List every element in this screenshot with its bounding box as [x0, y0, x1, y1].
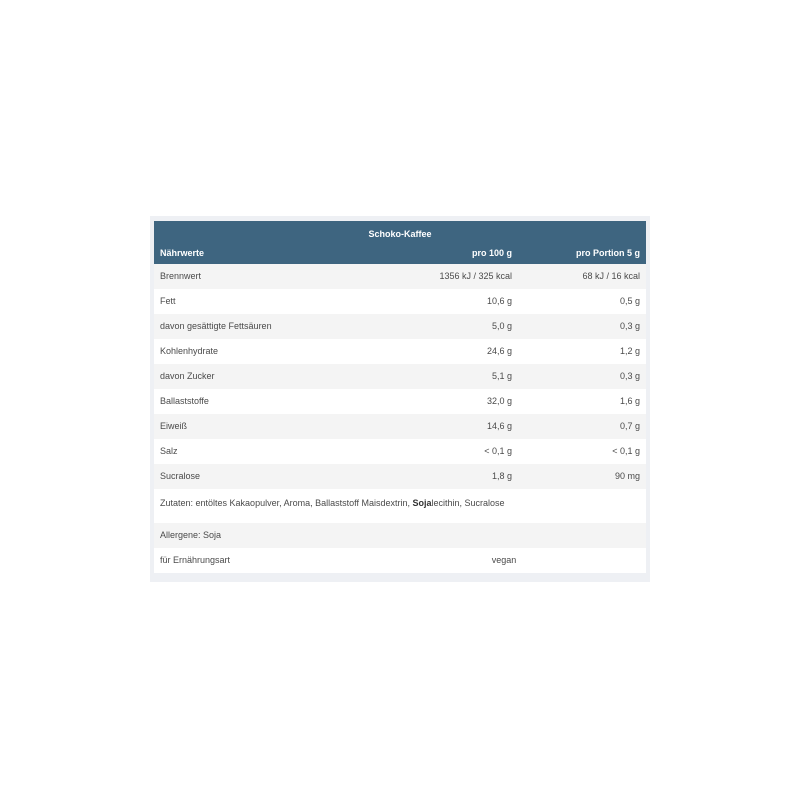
row-per100: 1,8 g [491, 471, 512, 481]
row-per100: 24,6 g [486, 346, 512, 356]
row-label: Salz [160, 446, 178, 456]
table-row [154, 289, 646, 314]
table-header [154, 221, 646, 264]
row-per100: 14,6 g [486, 421, 512, 431]
header-per-portion: pro Portion 5 g [576, 248, 640, 258]
diet-label: für Ernährungsart [160, 555, 231, 565]
row-per100: 32,0 g [486, 396, 512, 406]
table-row [154, 314, 646, 339]
row-per-portion: 68 kJ / 16 kcal [582, 271, 640, 281]
row-label: Brennwert [160, 271, 202, 281]
table-row [154, 264, 646, 289]
row-per100: 5,1 g [491, 371, 512, 381]
row-label: davon gesättigte Fettsäuren [160, 321, 272, 331]
header-label: Nährwerte [160, 248, 205, 258]
row-per-portion: 0,7 g [619, 421, 640, 431]
row-per-portion: 0,5 g [619, 296, 640, 306]
table-row [154, 339, 646, 364]
table-row [154, 464, 646, 489]
row-per100: 5,0 g [491, 321, 512, 331]
diet-row [154, 548, 646, 573]
column-headers [154, 248, 646, 260]
row-per100: < 0,1 g [484, 446, 512, 456]
row-label: davon Zucker [160, 371, 215, 381]
row-per100: 1356 kJ / 325 kcal [439, 271, 512, 281]
row-per-portion: < 0,1 g [612, 446, 640, 456]
row-per-portion: 0,3 g [619, 321, 640, 331]
table-row [154, 439, 646, 464]
table-row [154, 414, 646, 439]
row-label: Eiweiß [160, 421, 188, 431]
ingredients-text: Zutaten: entöltes Kakaopulver, Aroma, Ballaststoff Maisdextrin, Sojalecithin, Sucralose [160, 498, 505, 508]
row-per-portion: 90 mg [614, 471, 640, 481]
row-per-portion: 1,6 g [619, 396, 640, 406]
header-per100: pro 100 g [471, 248, 512, 258]
row-per-portion: 0,3 g [619, 371, 640, 381]
row-per100: 10,6 g [486, 296, 512, 306]
table-row [154, 364, 646, 389]
diet-value: vegan [491, 555, 517, 565]
nutrition-table [154, 221, 646, 573]
allergen-highlight: Soja [412, 498, 432, 508]
allergens-text: Allergene: Soja [160, 530, 222, 540]
table-title: Schoko-Kaffee [368, 229, 432, 239]
row-label: Kohlenhydrate [160, 346, 219, 356]
row-label: Fett [160, 296, 176, 306]
table-row [154, 389, 646, 414]
row-label: Sucralose [160, 471, 201, 481]
row-per-portion: 1,2 g [619, 346, 640, 356]
allergens-row [154, 523, 646, 548]
ingredients-row [154, 489, 646, 523]
row-label: Ballaststoffe [160, 396, 209, 406]
